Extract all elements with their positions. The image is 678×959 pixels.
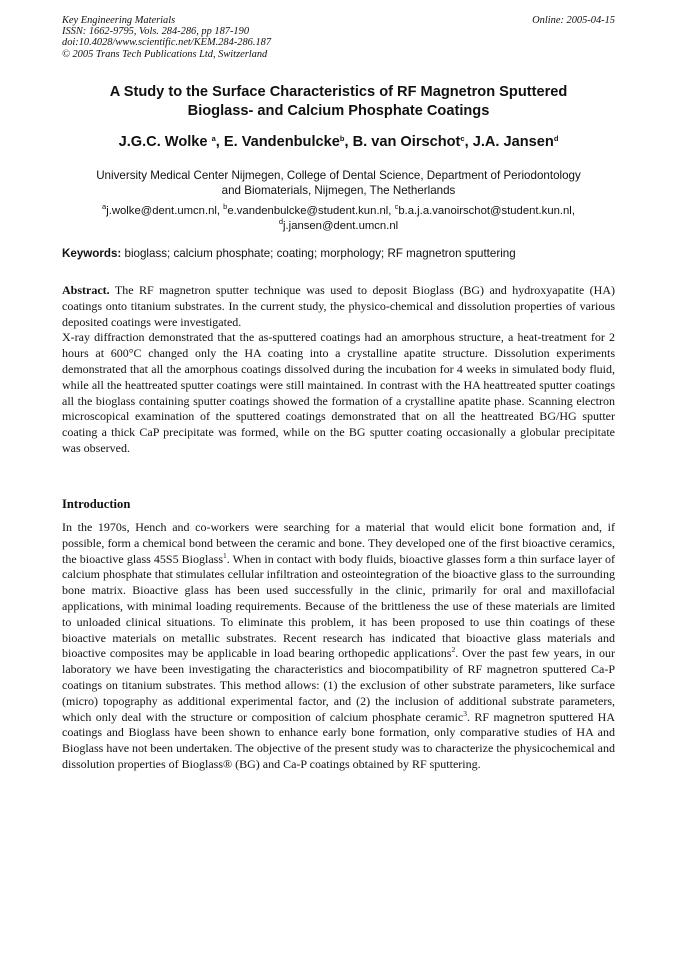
title-line-1: A Study to the Surface Characteristics of RF Magnetron Sputtered [109, 84, 568, 100]
author-name: B. van Oirschot [352, 134, 461, 150]
email-mark: c [394, 202, 399, 211]
email-link[interactable]: j.jansen@dent.umcn.nl [283, 219, 399, 232]
abstract-text-1: The RF magnetron sputter technique was used to deposit Bioglass (BG) and hydroxyapatite (HA) coatings onto titanium substrates. In the current study, the physico-chemical and dissolution properties of various deposited coatings were investigated. [62, 283, 615, 329]
author-affil-mark: a [211, 134, 216, 143]
affiliation [62, 169, 615, 198]
citation-ref[interactable]: 3 [463, 708, 467, 718]
intro-text-2: . When in contact with body fluids, bioactive glasses form a thin surface layer of calcium phosphate that stimulates cellular infiltration and osteointegration of the bioactive glass to the surrounding bone matrix. Bioactive glass has been used successfully in the clinic, primarily for oral and maxillofacial applications, with minimal loading requirements. Because of the brittleness the use of these materials are limited to unloaded clinical situations. To eliminate this problem, it has been proposed to use thin coatings of these bioactive materials on metallic substrates. Recent research has indicated that bioactive glass materials and bioactive composites may be applicable in load bearing orthopedic applications [62, 551, 616, 661]
paper-title [62, 83, 615, 121]
author-emails [62, 204, 615, 233]
issn-line: ISSN: 1662-9795, Vols. 284-286, pp 187-190 [62, 26, 250, 38]
email-mark: a [102, 202, 107, 211]
keywords [62, 247, 615, 261]
author-3 [353, 134, 473, 150]
author-name: J.A. Jansen [472, 134, 554, 150]
author-sep: , [344, 134, 353, 150]
intro-text-1: In the 1970s, Hench and co-workers were searching for a material that would elicit bone formation and, if possible, form a chemical bond between the ceramic and bone. They developed one of the first bioactive ceramics, the bioactive glass 45S5 Bioglass [62, 520, 615, 566]
affiliation-line-2: and Biomaterials, Nijmegen, The Netherlands [221, 183, 456, 197]
author-1 [119, 134, 224, 150]
citation-ref[interactable]: 2 [451, 645, 456, 655]
author-sep: , [464, 134, 473, 150]
abstract-paragraph-2: X-ray diffraction demonstrated that the as-sputtered coatings had an amorphous structure, a heat-treatment for 2 hours at 600°C changed only the HA coating into a crystalline apatite structure. Dissolution experiments demonstrated that all the amorphous coatings dissolved during the incubation for 4 weeks in simulated body fluid, while all the heattreated sputter coatings were still maintained. In contrast with the HA heattreated sputter coatings all the bioglass containing sputter coatings showed the formation of a crystalline apatite phase. Scanning electron microscopical examination of the sputtered coatings demonstrated that on all the heattreated BG/HG sputter coating a thick CaP precipitate was formed, while on the BG sputter coating occasionally a globular precipitate was observed. [62, 330, 615, 455]
affiliation-line-1: University Medical Center Nijmegen, College of Dental Science, Department of Periodontology [96, 169, 581, 182]
author-name: E. Vandenbulcke [223, 134, 340, 150]
author-affil-mark: c [460, 134, 465, 143]
intro-text-4: . RF magnetron sputtered HA coatings and Bioglass have been shown to enhance early bone formation, only comparative studies of HA and Bioglass have not been undertaken. The objective of the present study was to characterize the physicochemical and dissolution properties of Bioglass® (BG) and Ca-P coatings obtained by RF sputtering. [62, 709, 615, 771]
author-2 [224, 134, 353, 150]
author-4 [473, 134, 559, 150]
abstract [62, 283, 615, 457]
introduction-body [62, 520, 615, 773]
intro-text-3: . Over the past few years, in our laboratory we have been investigating the characteristics and biocompatibility of RF magnetron sputtered Ca-P coatings on titanium substrates. This method allows: (1) the exclusion of other substrate parameters, like surface (micro) topography as additional experimental factor, and (2) the inclusion of additional substrate parameters, which only deal with the structure or composition of calcium phosphate ceramic [62, 646, 615, 724]
author-list [62, 133, 615, 151]
title-line-2: Bioglass- and Calcium Phosphate Coatings [187, 103, 490, 119]
email-link[interactable]: b.a.j.a.vanoirschot@student.kun.nl, [398, 205, 575, 217]
email-mark: d [278, 216, 284, 226]
keywords-label: Keywords: [62, 247, 122, 260]
emails-line-2 [62, 216, 615, 234]
journal-name: Key Engineering Materials [62, 15, 176, 26]
author-name: J.G.C. Wolke [118, 134, 208, 150]
abstract-label: Abstract. [62, 283, 110, 297]
author-affil-mark: d [553, 134, 559, 143]
author-affil-mark: b [339, 134, 345, 143]
author-sep: , [215, 134, 224, 150]
citation-ref[interactable]: 1 [223, 550, 227, 560]
emails-line-1 [62, 204, 615, 219]
email-mark: b [223, 202, 228, 211]
abstract-paragraph-1 [62, 283, 615, 330]
doi-line: doi:10.4028/www.scientific.net/KEM.284-286.187 [62, 37, 272, 49]
introduction-paragraph [62, 520, 615, 773]
email-link[interactable]: e.vandenbulcke@student.kun.nl, [227, 205, 395, 217]
journal-header [62, 15, 615, 60]
copyright-line: © 2005 Trans Tech Publications Ltd, Switzerland [62, 48, 268, 60]
email-link[interactable]: j.wolke@dent.umcn.nl, [106, 205, 224, 217]
section-heading-introduction: Introduction [62, 497, 131, 511]
keywords-text: bioglass; calcium phosphate; coating; morphology; RF magnetron sputtering [121, 247, 516, 260]
online-date: Online: 2005-04-15 [532, 15, 615, 26]
